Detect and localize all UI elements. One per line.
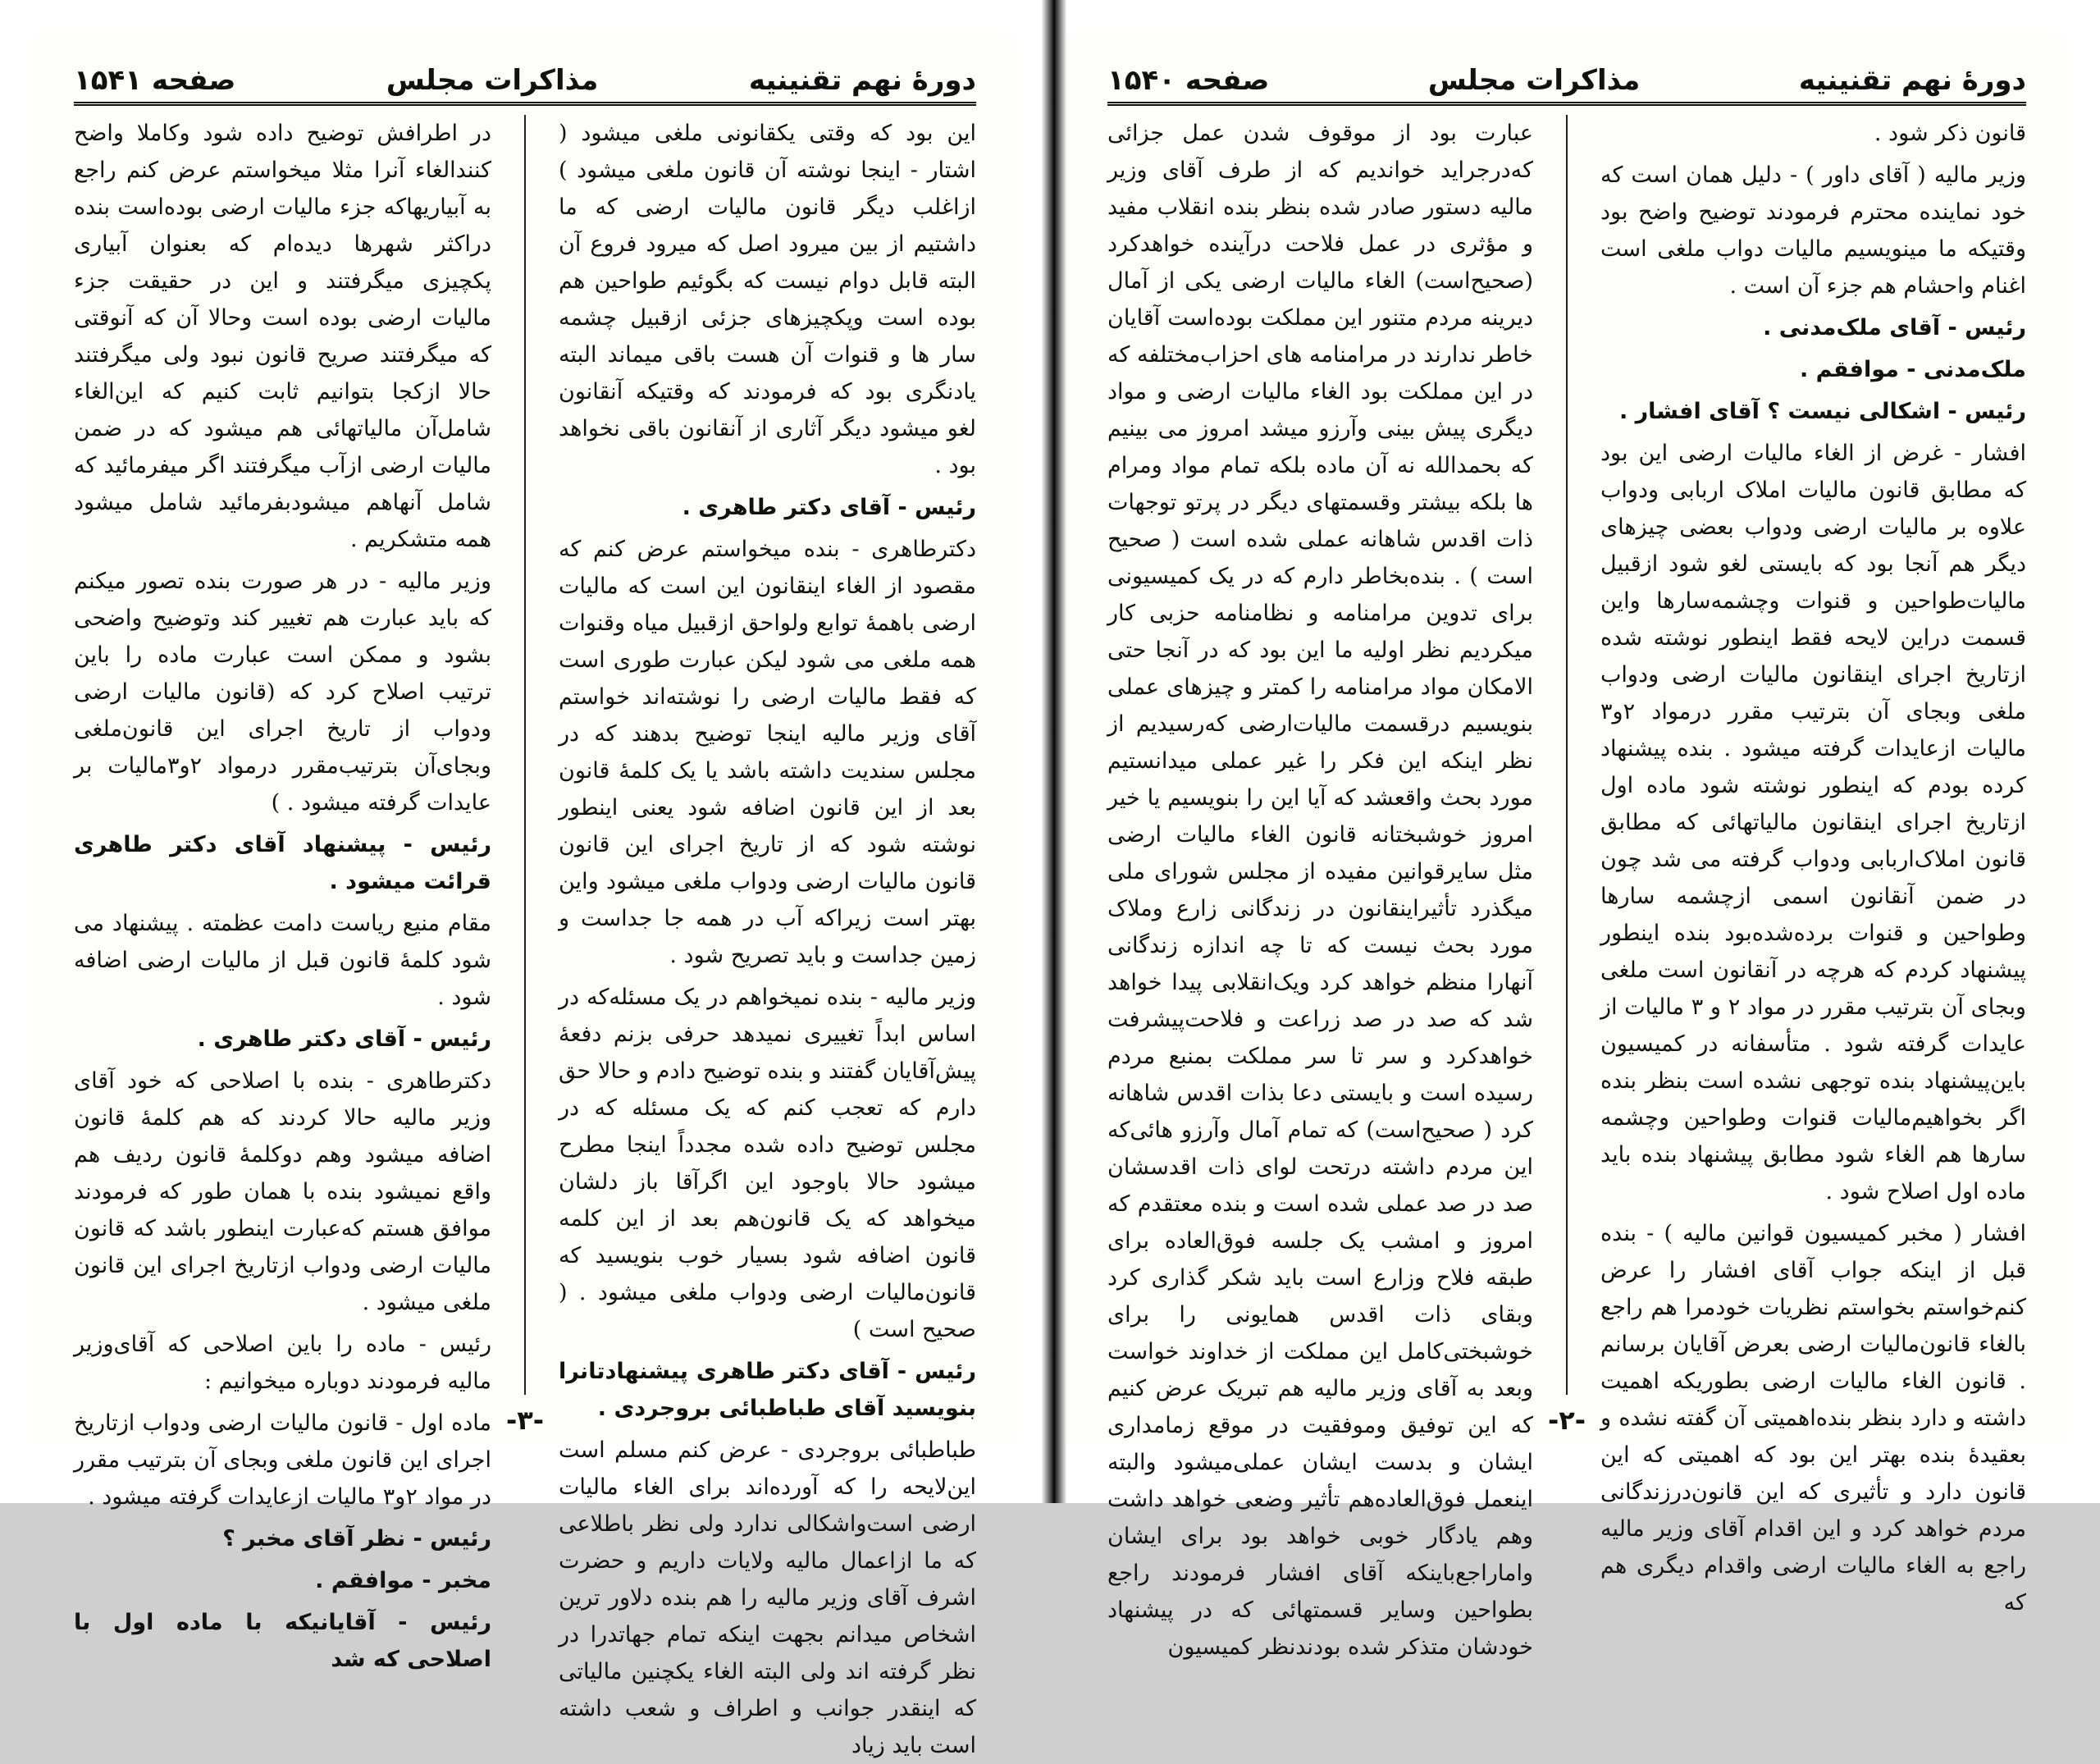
paragraph: رئیس - اشکالی نیست ؟ آقای افشار . bbox=[1618, 399, 2026, 424]
column-divider bbox=[1566, 115, 1568, 1395]
paragraph: افشار - غرض از الغاء مالیات ارضی این بود که مطابق قانون مالیات املاک اربابی ودواب علاوه بر مالیات ارضی ودواب بعضی چیزهای دیگر هم آنجا بود که بایستی لغو شود ازقبیل مالیات‌طواحین و قنوات وچشمه‌سارها واین قسمت دراین لایحه فقط اینطور نوشته شده ازتاریخ اجرای اینقانون مالیات ارضی ودواب ملغی وبجای آن بترتیب مقرر درمواد ۲و۳ مالیات ازعایدات گرفته میشود . بنده پیشنهاد کرده بودم که اینطور نوشته شود ماده اول ازتاریخ اجرای اینقانون مالیاتهائی که مطابق قانون املاک‌اربابی ودواب گرفته می شد چون در ضمن آنقانون اسمی ازچشمه سارها وطواحین و قنوات برده‌شده‌بود بنده اینطور پیشنهاد کردم که هرچه در آنقانون است ملغی وبجای آن بترتیب مقرر در مواد ۲ و ۳ مالیات از عایدات گرفته شود . متأسفانه در کمیسیون باین‌پیشنهاد بنده توجهی نشده است بنظر بنده اگر بخواهیم‌مالیات قنوات وطواحین وچشمه سارها هم الغاء شود مطابق پیشنهاد بنده باید ماده اول اصلاح شود . bbox=[1600, 441, 2026, 1204]
right-page-header bbox=[1107, 48, 2026, 106]
left-page-footer-number: -۳- bbox=[505, 1405, 545, 1436]
right-page-columns bbox=[1107, 115, 2026, 1660]
paragraph: رئیس - نظر آقای مخبر ؟ bbox=[222, 1526, 491, 1551]
paragraph: دکترطاهری - بنده با اصلاحی که خود آقای وزیر مالیه حالا کردند که هم کلمهٔ قانون اضافه میشود وهم دوکلمهٔ قانون ردیف هم واقع نمیشود بنده با همان طور که فرمودند موافق هستم که‌عبارت اینطور باشد که قانون مالیات ارضی ودواب ازتاریخ اجرای این قانون ملغی میشود . bbox=[74, 1068, 491, 1315]
paragraph: این بود که وقتی یکقانونی ملغی میشود ( اشتار - اینجا نوشته آن قانون ملغی میشود ) ازاغلب دیگر قانون مالیات ارضی که ما داشتیم از بین میرود اصل که میرود فروع آن البته قابل دوام نیست که بگوئیم طواحین هم بوده است وپکچیزهای جزئی ازقبیل چشمه سار ها و قنوات آن هست باقی میماند البته یادنگری بود که فرمودند که وقتیکه آنقانون لغو میشود دیگر آثاری از آنقانون باقی نخواهد بود . bbox=[559, 121, 976, 478]
paragraph: مقام منیع ریاست دامت عظمته . پیشنهاد می شود کلمهٔ قانون قبل از مالیات ارضی اضافه شود . bbox=[74, 911, 491, 1010]
left-page-columns bbox=[74, 115, 976, 1758]
paragraph: رئیس - ماده را باین اصلاحی که آقای‌وزیر مالیه فرمودند دوباره میخوانیم : bbox=[74, 1332, 491, 1394]
paragraph: رئیس - پیشنهاد آقای دکتر طاهری قرائت میشود . bbox=[74, 832, 491, 894]
left-page bbox=[33, 33, 1017, 1758]
paragraph: رئیس - آقایانیکه با ماده اول با اصلاحی که شد bbox=[74, 1610, 491, 1672]
paragraph: رئیس - آقای ملک‌مدنی . bbox=[1763, 315, 2026, 340]
paragraph: مخبر - موافقم . bbox=[315, 1568, 491, 1593]
paragraph: افشار ( مخبر کمیسیون قوانین مالیه ) - بنده قبل از اینکه جواب آقای افشار را عرض کنم‌خواستم بخواستم نظریات خودمرا هم راجع بالغاء قانون‌مالیات ارضی بعرض آقایان برسانم . قانون الغاء مالیات ارضی بطوریکه اهمیت داشته و دارد بنظر بنده‌اهمیتی آن گفته نشده و بعقیدهٔ بنده بهتر این بود که اهمیتی که این قانون دارد و تأثیری که این قانون‌درزندگانی مردم خواهد کرد و این اقدام آقای وزیر مالیه راجع به الغاء مالیات ارضی واقدام دیگری هم که bbox=[1600, 1221, 2026, 1615]
paragraph: وزیر مالیه - بنده نمیخواهم در یک مسئله‌که در اساس ابداً تغییری نمیدهد حرفی بزنم دفعهٔ پیش‌آقایان گفتند و بنده توضیح دادم و حالا حق دارم که تعجب کنم که یک مسئله که در مجلس توضیح داده شده مجدداً اینجا مطرح میشود حالا باوجود این اگرآقا باز دلشان میخواهد که یک قانون‌هم بعد از این کلمه قانون اضافه شود بسیار خوب بنویسید که قانون‌مالیات ارضی ودواب ملغی میشود . ( صحیح است ) bbox=[559, 985, 976, 1342]
right-page-footer-number: -۲- bbox=[1547, 1405, 1586, 1436]
paragraph: ملک‌مدنی - موافقم . bbox=[1800, 357, 2026, 382]
paragraph: طباطبائی بروجردی - عرض کنم مسلم است این‌لایحه را که آورده‌اند برای الغاء مالیات ارضی است‌واشکالی ندارد ولی نظر باطلاعی که ما ازاعمال مالیه ولایات داریم و حضرت اشرف آقای وزیر مالیه را هم بنده دلاور ترین اشخاص میدانم بجهت اینکه تمام جهاتدرا در نظر گرفته اند ولی البته الغاء یکچنین مالیاتی که اینقدر جوانب و اطراف و شعب داشته است باید زیاد bbox=[559, 1437, 976, 1758]
paragraph: قانون ذکر شود . bbox=[1874, 121, 2026, 146]
paragraph: وزیر مالیه - در هر صورت بنده تصور میکنم که باید عبارت هم تغییر کند وتوضیح واضحی بشود و ممکن است عبارت ماده را باین ترتیب اصلاح کرد که (قانون مالیات ارضی ودواب از تاریخ اجرای این قانون‌ملغی وبجای‌آن بترتیب‌مقرر درمواد ۲و۳مالیات بر عایدات گرفته میشود . ) bbox=[74, 569, 491, 816]
left-page-header-title: مذاکرات مجلس bbox=[386, 64, 599, 97]
right-page bbox=[1066, 33, 2067, 1660]
left-page-header-page-number: صفحه ۱۵۴۱ bbox=[74, 64, 236, 97]
paragraph: دکترطاهری - بنده میخواستم عرض کنم که مقصود از الغاء اینقانون این است که مالیات ارضی باهمهٔ توابع ولواحق ازقبیل میاه وقنوات همه ملغی می شود لیکن عبارت طوری است که فقط مالیات ارضی را نوشته‌اند خواستم آقای وزیر مالیه اینجا توضیح بدهند که در مجلس سندیت داشته باشد یا یک کلمهٔ قانون بعد از این قانون اضافه شود یعنی اینطور نوشته شود که از تاریخ اجرای این قانون قانون مالیات ارضی ودواب ملغی میشود واین بهتر است زیراکه آب در همه جا جداست و زمین جداست و باید تصریح شود . bbox=[559, 537, 976, 968]
paragraph: رئیس - آقای دکتر طاهری . bbox=[682, 495, 976, 520]
right-page-header-title: مذاکرات مجلس bbox=[1427, 64, 1641, 97]
left-page-header-series: دورهٔ نهم تقنینیه bbox=[748, 64, 976, 97]
right-page-header-series: دورهٔ نهم تقنینیه bbox=[1798, 64, 2026, 97]
left-page-header bbox=[74, 48, 976, 106]
paragraph: ماده اول - قانون مالیات ارضی ودواب ازتاریخ اجرای این قانون ملغی وبجای آن بترتیب مقرر در مواد ۲و۳ مالیات ازعایدات گرفته میشود . bbox=[74, 1410, 491, 1510]
left-page-right-column bbox=[559, 115, 976, 1758]
book-gutter bbox=[1042, 0, 1066, 1503]
paragraph: در اطرافش توضیح داده شود وکاملا واضح کنندالغاء آنرا مثلا میخواستم عرض کنم راجع به آبیاریهاکه جزء مالیات ارضی بوده‌است بنده دراکثر شهرها دیده‌ام که بعنوان آبیاری پکچیزی میگرفتند و این در حقیقت جزء مالیات ارضی بوده است وحالا آن که آنوقتی که میگرفتند صریح قانون نبود ولی میگرفتند حالا ازکجا بتوانیم ثابت کنیم که این‌الغاء شامل‌آن مالیاتهائی هم میشود که در ضمن مالیات ارضی ازآب میگرفتند اگر میفرمائید که شامل آنهاهم میشودبفرمائید شامل میشود همه متشکریم . bbox=[74, 121, 491, 552]
paragraph: رئیس - آقای دکتر طاهری پیشنهادتانرا بنویسید آقای طباطبائی بروجردی . bbox=[559, 1359, 976, 1421]
paragraph: عبارت بود از موقوف شدن عمل جزائی که‌درجراید خواندیم که از طرف آقای وزیر مالیه دستور صادر شده بنظر بنده انقلاب مفید و مؤثری در عمل فلاحت درآینده خواهدکرد (صحیح‌است) الغاء مالیات ارضی یکی از آمال دیرینه مردم متنور این مملکت بوده‌است آقایان خاطر ندارند در مرامنامه های احزاب‌مختلفه که در این مملکت بود الغاء مالیات ارضی و مواد دیگری پیش بینی وآرزو میشد امروز می بینیم که بحمدالله نه آن ماده بلکه تمام مواد ومرام ها بلکه بیشتر وقسمتهای دیگر در پرتو توجهات ذات اقدس شاهانه عملی شده است ( صحیح است ) . بنده‌بخاطر دارم که در یک کمیسیونی برای تدوین مرامنامه و نظامنامه حزبی کار میکردیم نظر اولیه ما این بود که در آنجا حتی الامکان مواد مرامنامه را کمتر و چیزهای عملی بنویسیم درقسمت مالیات‌ارضی که‌رسیدیم از نظر اینکه این فکر را غیر عملی میدانستیم مورد بحث واقعشد که آیا این را بنویسیم یا خیر امروز خوشبختانه قانون الغاء مالیات ارضی مثل سایرقوانین مفیده از مجلس شورای ملی میگذرد تأثیراینقانون در زندگانی زارع وملاک مورد بحث نیست که تا چه اندازه زندگانی آنهارا منظم خواهد کرد ویک‌انقلابی پیدا خواهد شد که صد در صد زراعت و فلاحت‌پیشرفت خواهدکرد و سر تا سر مملکت بمنبع مردم رسیده است و بایستی دعا بذات اقدس شاهانه کرد ( صحیح‌است) که تمام آمال وآرزو هائی‌که این مردم داشته درتحت لوای ذات اقدسشان صد در صد عملی شده است و بنده معتقدم که امروز و امشب یک جلسه فوق‌العاده برای طبقه فلاح وزارع است باید شکر گذاری کرد وبقای ذات اقدس همایونی را برای خوشبختی‌کامل این مملکت از خداوند خواست وبعد به آقای وزیر مالیه هم تبریک عرض کنیم که این توفیق وموفقیت در موقع زمامداری ایشان و بدست ایشان عملی‌میشود والبته اینعمل فوق‌العاده‌هم تأثیر وضعی خواهد داشت وهم یادگار خوبی خواهد بود برای ایشان واماراجع‌باینکه آقای افشار فرمودند راجع بطواحین وسایر قسمتهائی که در پیشنهاد خودشان متذکر شده بودند‌نظر کمیسیون bbox=[1107, 121, 1533, 1660]
left-page-left-column bbox=[74, 115, 491, 1672]
paragraph: رئیس - آقای دکتر طاهری . bbox=[197, 1026, 491, 1052]
right-page-right-column bbox=[1600, 115, 2026, 1615]
column-divider bbox=[524, 115, 526, 1395]
right-page-left-column bbox=[1107, 115, 1533, 1660]
right-page-header-page-number: صفحه ۱۵۴۰ bbox=[1107, 64, 1270, 97]
paragraph: وزیر مالیه ( آقای داور ) - دلیل همان است که خود نماینده محترم فرمودند توضیح واضح بود وقتیکه ما مینویسیم مالیات دواب ملغی است اغنام واحشام هم جزء آن است . bbox=[1600, 162, 2026, 299]
